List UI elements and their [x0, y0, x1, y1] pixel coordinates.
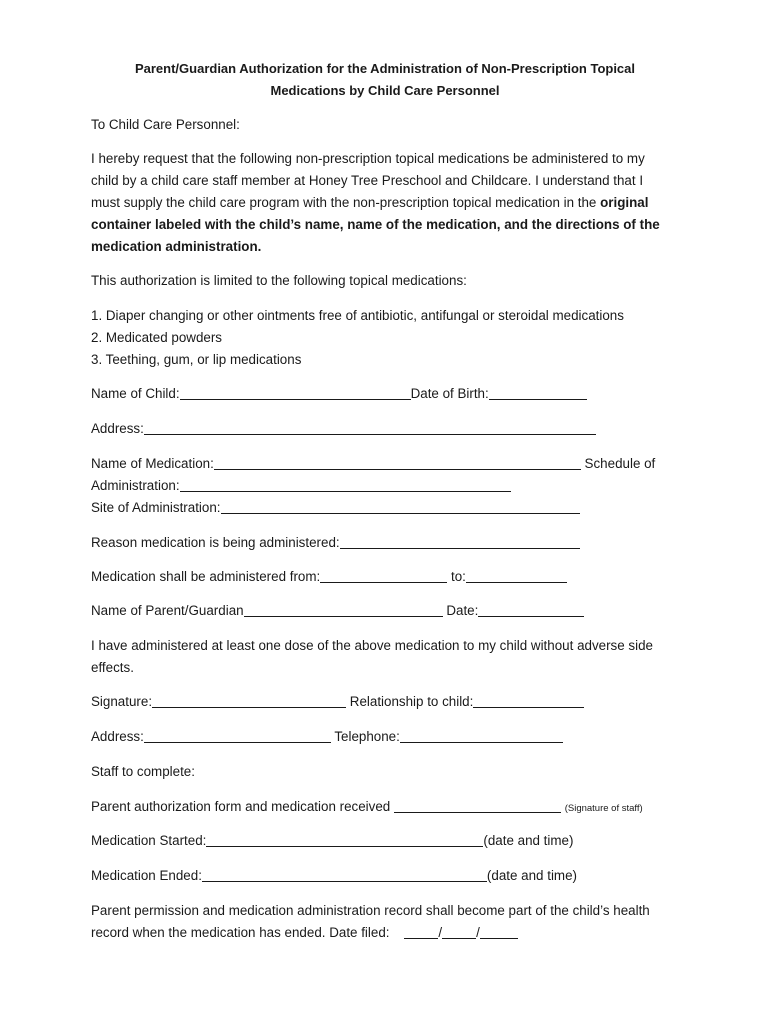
date-filed-month-field[interactable]	[404, 924, 438, 939]
address2-label: Address:	[91, 729, 144, 744]
request-line-4	[91, 214, 681, 236]
started-label: Medication Started:	[91, 833, 207, 848]
schedule-row	[91, 475, 511, 497]
site-field[interactable]	[221, 499, 580, 514]
schedule-field[interactable]	[180, 477, 511, 492]
from-field[interactable]	[320, 568, 447, 583]
title-line-1: Parent/Guardian Authorization for the Administration of Non-Prescription Topical	[134, 61, 636, 76]
period-row	[91, 566, 567, 588]
staff-signature-note: (Signature of staff)	[564, 803, 643, 814]
request-line-5	[91, 236, 681, 258]
request-line-3-bold: original	[600, 195, 649, 210]
medication-name-row	[91, 453, 655, 475]
date-label: Date:	[446, 603, 479, 618]
reason-row	[91, 532, 580, 554]
record-line-2: record when the medication has ended. Date filed: / /	[91, 922, 681, 944]
medication-list-item-1: 1. Diaper changing or other ointments free of antibiotic, antifungal or steroidal medications	[91, 308, 624, 323]
child-name-field[interactable]	[180, 385, 411, 400]
started-row	[91, 830, 573, 852]
signature-row	[91, 691, 584, 713]
record-line-1: Parent permission and medication administration record shall become part of the child’s health	[91, 903, 650, 918]
ended-note: (date and time)	[486, 868, 577, 883]
site-label: Site of Administration:	[91, 500, 221, 515]
form-title	[80, 58, 690, 102]
to-field[interactable]	[466, 568, 567, 583]
site-row	[91, 497, 580, 519]
greeting: To Child Care Personnel:	[91, 117, 240, 132]
request-line-4-bold: container labeled with the child’s name, name of the medication, and the directions of the	[91, 217, 660, 232]
started-note: (date and time)	[483, 833, 574, 848]
request-line-1: I hereby request that the following non-prescription topical medications be administered to my	[91, 151, 645, 166]
request-paragraph	[91, 148, 681, 258]
parent-row	[91, 600, 584, 622]
request-line-5-bold: medication administration.	[91, 239, 262, 254]
title-line-2: Medications by Child Care Personnel	[270, 83, 500, 98]
reason-label: Reason medication is being administered:	[91, 535, 340, 550]
request-line-3-text: must supply the child care program with the non-prescription topical medication in the	[91, 195, 601, 210]
signature-field[interactable]	[152, 693, 346, 708]
date-field[interactable]	[478, 602, 584, 617]
medication-list-item-2: 2. Medicated powders	[91, 330, 223, 345]
telephone-label: Telephone:	[334, 729, 400, 744]
ended-row	[91, 865, 577, 887]
address-row	[91, 418, 596, 440]
record-line-2-text: record when the medication has ended. Date filed:	[91, 925, 390, 940]
schedule-label-part2: Administration:	[91, 478, 180, 493]
relationship-label: Relationship to child:	[349, 694, 474, 709]
child-row	[91, 383, 587, 405]
signature-label: Signature:	[91, 694, 153, 709]
dose-line-2: effects.	[91, 660, 134, 675]
to-label: to:	[450, 569, 466, 584]
ended-label: Medication Ended:	[91, 868, 202, 883]
from-label: Medication shall be administered from:	[91, 569, 321, 584]
started-field[interactable]	[206, 832, 483, 847]
ended-field[interactable]	[202, 867, 487, 882]
request-line-2: child by a child care staff member at Honey Tree Preschool and Childcare. I understand that I	[91, 173, 644, 188]
staff-heading: Staff to complete:	[91, 764, 195, 779]
reason-field[interactable]	[340, 534, 580, 549]
request-line-3	[91, 192, 681, 214]
record-statement	[91, 900, 681, 944]
received-label: Parent authorization form and medication received	[91, 799, 391, 814]
contact-row	[91, 726, 563, 748]
received-row	[91, 796, 643, 820]
medication-name-field[interactable]	[214, 455, 581, 470]
dose-statement	[91, 635, 681, 679]
address-field[interactable]	[144, 420, 596, 435]
relationship-field[interactable]	[473, 693, 584, 708]
medication-name-label: Name of Medication:	[91, 456, 214, 471]
staff-signature-field[interactable]	[394, 798, 561, 813]
child-name-label: Name of Child:	[91, 386, 180, 401]
telephone-field[interactable]	[400, 728, 563, 743]
dose-line-1: I have administered at least one dose of the above medication to my child without adverse side	[91, 638, 653, 653]
limit-intro: This authorization is limited to the following topical medications:	[91, 273, 467, 288]
medication-list-item-3: 3. Teething, gum, or lip medications	[91, 352, 302, 367]
date-filed-year-field[interactable]	[480, 924, 518, 939]
dob-label: Date of Birth:	[410, 386, 489, 401]
address-label: Address:	[91, 421, 144, 436]
parent-name-field[interactable]	[244, 602, 443, 617]
parent-name-label: Name of Parent/Guardian	[91, 603, 244, 618]
address2-field[interactable]	[144, 728, 331, 743]
date-filed-day-field[interactable]	[442, 924, 476, 939]
dob-field[interactable]	[489, 385, 587, 400]
schedule-label-part1: Schedule of	[584, 456, 656, 471]
